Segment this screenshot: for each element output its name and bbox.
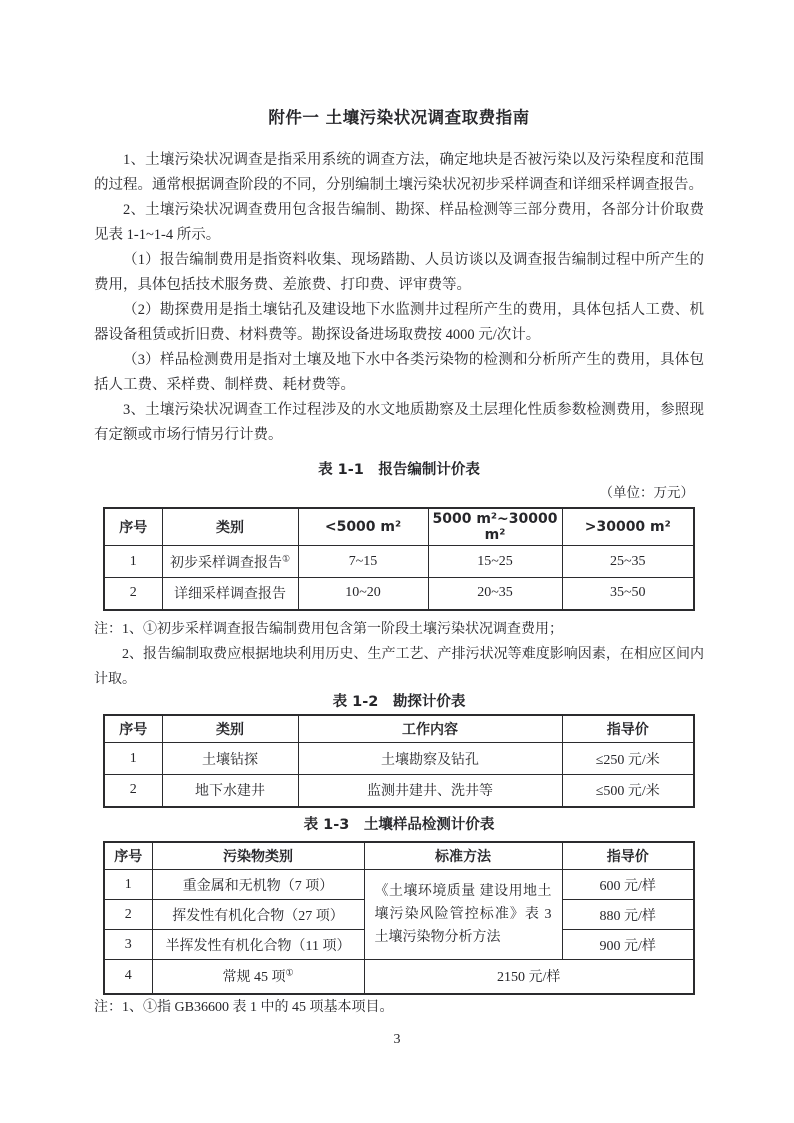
cell-no: 2 — [104, 775, 162, 807]
table3-note: 注：1、①指 GB36600 表 1 中的 45 项基本项目。 — [94, 999, 394, 1015]
table-header-row — [104, 715, 694, 743]
paragraph-5: （3）样品检测费用是指对土壤及地下水中各类污染物的检测和分析所产生的费用，具体包括人工费、采样费、制样费、耗材费等。 — [94, 352, 704, 393]
table-header-row — [104, 842, 694, 870]
table1-caption: 表 1-1 报告编制计价表 — [318, 462, 480, 478]
table1-note-2: 2、报告编制取费应根据地块利用历史、生产工艺、产排污状况等难度影响因素，在相应区间内计取。 — [94, 646, 704, 687]
cell-category — [162, 546, 298, 578]
table-row — [104, 870, 694, 900]
paragraph-3: （1）报告编制费用是指资料收集、现场踏勘、人员访谈以及调查报告编制过程中所产生的费用，具体包括技术服务费、差旅费、打印费、评审费等。 — [94, 252, 704, 293]
cell-no: 3 — [104, 930, 152, 960]
cell-pollutant: 挥发性有机化合物（27 项） — [152, 900, 364, 930]
cell-no: 1 — [104, 870, 152, 900]
column-header: 工作内容 — [298, 715, 562, 743]
cell-no: 4 — [104, 960, 152, 994]
cell-price-range: 10~20 — [298, 578, 428, 610]
cell-guide-price: 900 元/样 — [562, 930, 694, 960]
cell-work-content: 土壤勘察及钻孔 — [298, 743, 562, 775]
column-header: 污染物类别 — [152, 842, 364, 870]
paragraph-6: 3、土壤污染状况调查工作过程涉及的水文地质勘察及土层理化性质参数检测费用，参照现有定额或市场行情另行计费。 — [94, 402, 704, 443]
cell-guide-price: 880 元/样 — [562, 900, 694, 930]
cell-price-range: 20~35 — [428, 578, 562, 610]
sample-testing-pricing-table — [103, 841, 695, 995]
category-text: 详细采样调查报告 — [174, 587, 286, 603]
column-header: 序号 — [104, 842, 152, 870]
cell-category: 地下水建井 — [162, 775, 298, 807]
column-header: 5000 m²~30000 m² — [428, 508, 562, 546]
table-row — [104, 546, 694, 578]
cell-pollutant — [152, 960, 364, 994]
cell-guide-price: ≤250 元/米 — [562, 743, 694, 775]
column-header: 类别 — [162, 715, 298, 743]
column-header: 序号 — [104, 508, 162, 546]
cell-merged-price: 2150 元/样 — [364, 960, 694, 994]
page-number: 3 — [393, 1032, 401, 1047]
cell-work-content: 监测井建井、洗井等 — [298, 775, 562, 807]
table-row — [104, 960, 694, 994]
cell-price-range: 7~15 — [298, 546, 428, 578]
table-row — [104, 578, 694, 610]
column-header: 类别 — [162, 508, 298, 546]
cell-price-range: 25~35 — [562, 546, 694, 578]
cell-standard-method: 《土壤环境质量 建设用地土壤污染风险管控标准》表 3 土壤污染物分析方法 — [364, 870, 562, 960]
cell-guide-price: ≤500 元/米 — [562, 775, 694, 807]
cell-pollutant: 半挥发性有机化合物（11 项） — [152, 930, 364, 960]
paragraph-4: （2）勘探费用是指土壤钻孔及建设地下水监测井过程所产生的费用，具体包括人工费、机器设备租赁或折旧费、材料费等。勘探设备进场取费按 4000 元/次计。 — [94, 302, 704, 343]
paragraph-1: 1、土壤污染状况调查是指采用系统的调查方法，确定地块是否被污染以及污染程度和范围的过程。通常根据调查阶段的不同，分别编制土壤污染状况初步采样调查和详细采样调查报告。 — [94, 152, 704, 193]
page-content — [94, 106, 704, 1020]
footnote-marker: ① — [285, 967, 294, 978]
table-row — [104, 775, 694, 807]
table1-note-1: 注：1、①初步采样调查报告编制费用包含第一阶段土壤污染状况调查费用； — [94, 621, 563, 637]
table-header-row — [104, 508, 694, 546]
table1-unit-label: （单位：万元） — [599, 485, 694, 500]
table-row — [104, 743, 694, 775]
pollutant-text: 常规 45 项 — [222, 970, 286, 986]
cell-no: 1 — [104, 743, 162, 775]
column-header: <5000 m² — [298, 508, 428, 546]
cell-guide-price: 600 元/样 — [562, 870, 694, 900]
cell-no: 2 — [104, 900, 152, 930]
table3-caption: 表 1-3 土壤样品检测计价表 — [303, 816, 495, 833]
footnote-marker: ① — [281, 552, 291, 563]
report-pricing-table — [103, 507, 695, 611]
column-header: 标准方法 — [364, 842, 562, 870]
exploration-pricing-table — [103, 714, 695, 808]
column-header: >30000 m² — [562, 508, 694, 546]
paragraph-2: 2、土壤污染状况调查费用包含报告编制、勘探、样品检测等三部分费用，各部分计价取费见表 1-1~1-4 所示。 — [94, 202, 704, 243]
cell-price-range: 35~50 — [562, 578, 694, 610]
column-header: 指导价 — [562, 842, 694, 870]
cell-category — [162, 578, 298, 610]
cell-no: 1 — [104, 546, 162, 578]
cell-price-range: 15~25 — [428, 546, 562, 578]
cell-no: 2 — [104, 578, 162, 610]
cell-category: 土壤钻探 — [162, 743, 298, 775]
column-header: 序号 — [104, 715, 162, 743]
column-header: 指导价 — [562, 715, 694, 743]
page-title: 附件一 土壤污染状况调查取费指南 — [268, 108, 530, 127]
category-text: 初步采样调查报告 — [169, 555, 282, 571]
table2-caption: 表 1-2 勘探计价表 — [332, 693, 466, 710]
cell-pollutant: 重金属和无机物（7 项） — [152, 870, 364, 900]
